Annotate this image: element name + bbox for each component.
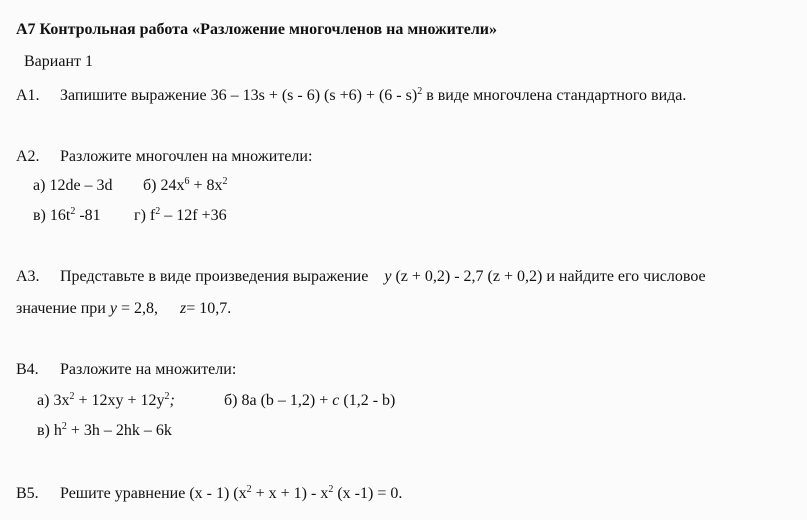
task-b4-b-label: б) — [224, 392, 238, 409]
task-a2-b-label: б) — [143, 177, 157, 194]
task-b4-a-sup-1: 2 — [69, 391, 75, 402]
task-b4-a-sup-2: 2 — [164, 391, 170, 402]
task-a3-label: А3. — [16, 268, 40, 285]
task-a3-var-z: z — [179, 300, 187, 317]
task-b4-item-a — [37, 391, 175, 411]
task-b4-label: В4. — [16, 361, 39, 378]
document-title: А7 Контрольная работа «Разложение многочленов на множители» — [16, 21, 498, 38]
task-b5-label: В5. — [16, 485, 39, 502]
task-b4-c-expr-2: + 3h – 2hk – 6k — [66, 422, 172, 439]
task-a2-prompt: Разложите многочлен на множители: — [60, 148, 313, 165]
task-a3-var-y-2: y — [109, 300, 117, 317]
task-b5-prompt-2: + x + 1) - x — [251, 485, 329, 502]
task-a2-d-sup-1: 2 — [155, 206, 161, 217]
task-a3-line2-prefix: значение при — [16, 300, 106, 317]
task-b4-a-label: а) — [37, 392, 50, 409]
task-b4-a-expr-1: 3x — [53, 392, 70, 409]
task-a2-b-expr-1: 24x — [160, 177, 185, 194]
task-a2-d-expr-2: – 12f +36 — [160, 207, 227, 224]
task-a1-label: А1. — [16, 87, 40, 104]
task-a2-d-label: г) — [134, 207, 146, 224]
task-b4-c-label: в) — [37, 422, 50, 439]
task-b5-prompt-3: (x -1) = 0. — [333, 485, 403, 502]
variant-label: Вариант 1 — [24, 53, 93, 70]
task-a2-item-b — [143, 176, 228, 196]
task-a2-item-d — [134, 206, 227, 226]
task-b4-prompt: Разложите на множители: — [60, 361, 237, 378]
task-a2-c-label: в) — [33, 207, 46, 224]
task-b4-item-b — [224, 391, 395, 411]
task-a1 — [16, 86, 686, 106]
task-a2 — [16, 147, 312, 167]
task-b4-b-expr-2: (1,2 - b) — [339, 392, 396, 409]
task-a3-line-2 — [16, 299, 231, 319]
task-a3-var-y: y — [384, 268, 392, 285]
task-a3-prompt: Представьте в виде произведения выражение — [60, 268, 369, 285]
task-a2-item-a — [33, 176, 113, 196]
task-a3-expr: (z + 0,2) - 2,7 (z + 0,2) и найдите его числовое — [391, 268, 706, 285]
task-b4-a-expr-2: + 12xy + 12y — [74, 392, 165, 409]
task-a1-text-before: Запишите выражение 36 – 13s + (s - 6) (s +6) + (6 - s) — [60, 87, 418, 104]
task-a1-text-after: в виде многочлена стандартного вида. — [422, 87, 687, 104]
task-a1-sup: 2 — [417, 86, 423, 97]
task-a2-item-c — [33, 206, 101, 226]
task-a2-b-sup-1: 6 — [184, 176, 190, 187]
task-b4-item-c — [37, 421, 172, 441]
task-a3 — [16, 267, 706, 287]
task-a3-y-eq: = 2,8, — [116, 300, 158, 317]
task-a2-d-expr-1: f — [149, 207, 156, 224]
task-b5-sup-2: 2 — [328, 484, 334, 495]
task-b5-prompt-1: Решите уравнение (x - 1) (x — [60, 485, 247, 502]
task-a2-b-expr-2: + 8x — [189, 177, 223, 194]
task-a3-z-eq: = 10,7. — [186, 300, 232, 317]
task-a2-c-expr-2: -81 — [75, 207, 101, 224]
task-b4-a-end: ; — [169, 392, 175, 409]
task-a2-c-expr-1: 16t — [49, 207, 71, 224]
task-b4-b-expr-1: 8a (b – 1,2) + — [241, 392, 333, 409]
task-b5-sup-1: 2 — [246, 484, 252, 495]
task-b4-c-expr-1: h — [53, 422, 62, 439]
task-b4-b-var-c: c — [332, 392, 340, 409]
task-b4-c-sup-1: 2 — [61, 421, 67, 432]
task-a2-label: А2. — [16, 148, 40, 165]
task-a2-b-sup-2: 2 — [222, 176, 228, 187]
task-b4 — [16, 360, 236, 380]
task-a2-a-label: а) — [33, 177, 46, 194]
task-b5 — [16, 484, 402, 504]
task-a2-a-expr: 12de – 3d — [49, 177, 113, 194]
task-a2-c-sup-1: 2 — [70, 206, 76, 217]
